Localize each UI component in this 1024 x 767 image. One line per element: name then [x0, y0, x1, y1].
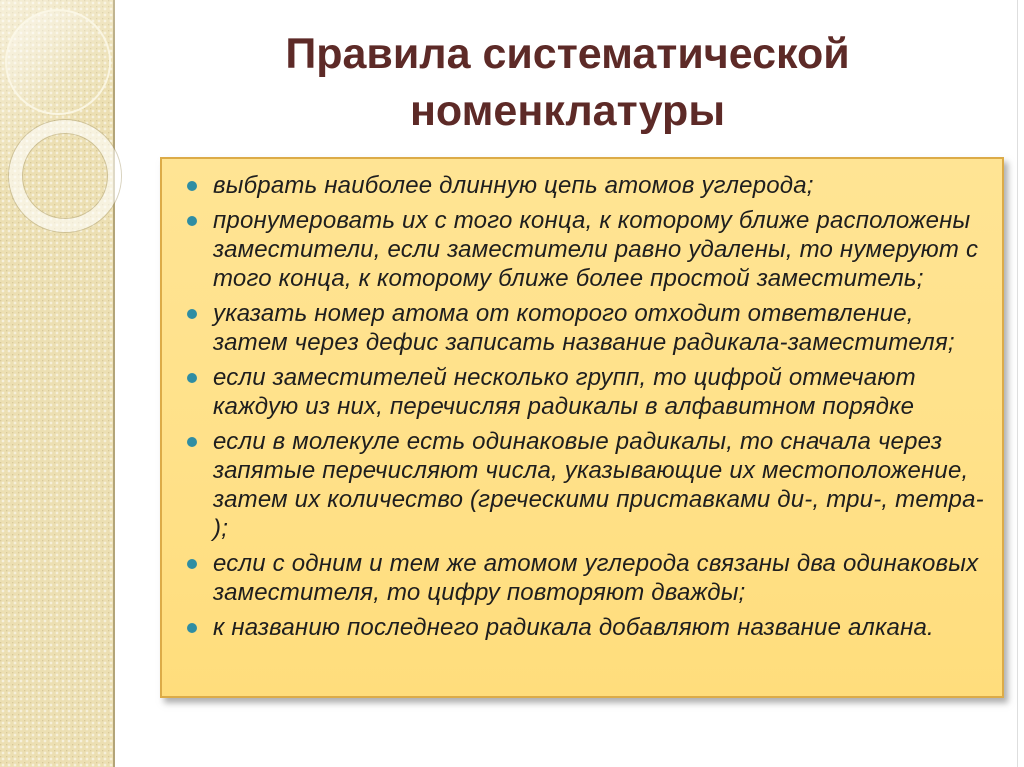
- list-item: [186, 613, 986, 642]
- bullet-icon: [187, 309, 197, 319]
- decorative-circle-icon: [5, 9, 111, 115]
- list-item: [186, 171, 986, 200]
- rules-panel: [160, 157, 1004, 698]
- slide-right-edge: [1017, 0, 1018, 767]
- list-item: [186, 427, 986, 543]
- bullet-icon: [187, 623, 197, 633]
- list-item: [186, 363, 986, 421]
- rule-text: выбрать наиболее длинную цепь атомов углерода;: [213, 172, 814, 199]
- left-decorative-strip: [0, 0, 115, 767]
- rules-list: [162, 159, 1002, 650]
- bullet-icon: [187, 373, 197, 383]
- rule-text: если с одним и тем же атомом углерода связаны два одинаковых заместителя, то цифру повторяют дважды;: [213, 550, 979, 606]
- list-item: [186, 299, 986, 357]
- bullet-icon: [187, 559, 197, 569]
- rule-text: указать номер атома от которого отходит ответвление, затем через дефис записать название радикала-заместителя;: [213, 300, 955, 356]
- rule-text: если заместителей несколько групп, то цифрой отмечают каждую из них, перечисляя радикалы в алфавитном порядке: [213, 364, 916, 420]
- rule-text: пронумеровать их с того конца, к которому ближе расположены заместители, если заместители равно удалены, то нумеруют с того конца, к которому ближе более простой заместитель;: [213, 207, 979, 292]
- rule-text: к названию последнего радикала добавляют название алкана.: [213, 614, 934, 641]
- list-item: [186, 549, 986, 607]
- bullet-icon: [187, 216, 197, 226]
- bullet-icon: [187, 181, 197, 191]
- list-item: [186, 206, 986, 293]
- slide-title-area: [115, 26, 1020, 140]
- bullet-icon: [187, 437, 197, 447]
- rule-text: если в молекуле есть одинаковые радикалы, то сначала через запятые перечисляют числа, указывающие их местоположение, затем их количество (греческими приставками ди-, три-, тетра- );: [213, 428, 984, 542]
- decorative-ring-icon: [9, 120, 121, 232]
- slide-title: Правила систематической номенклатуры: [285, 30, 850, 135]
